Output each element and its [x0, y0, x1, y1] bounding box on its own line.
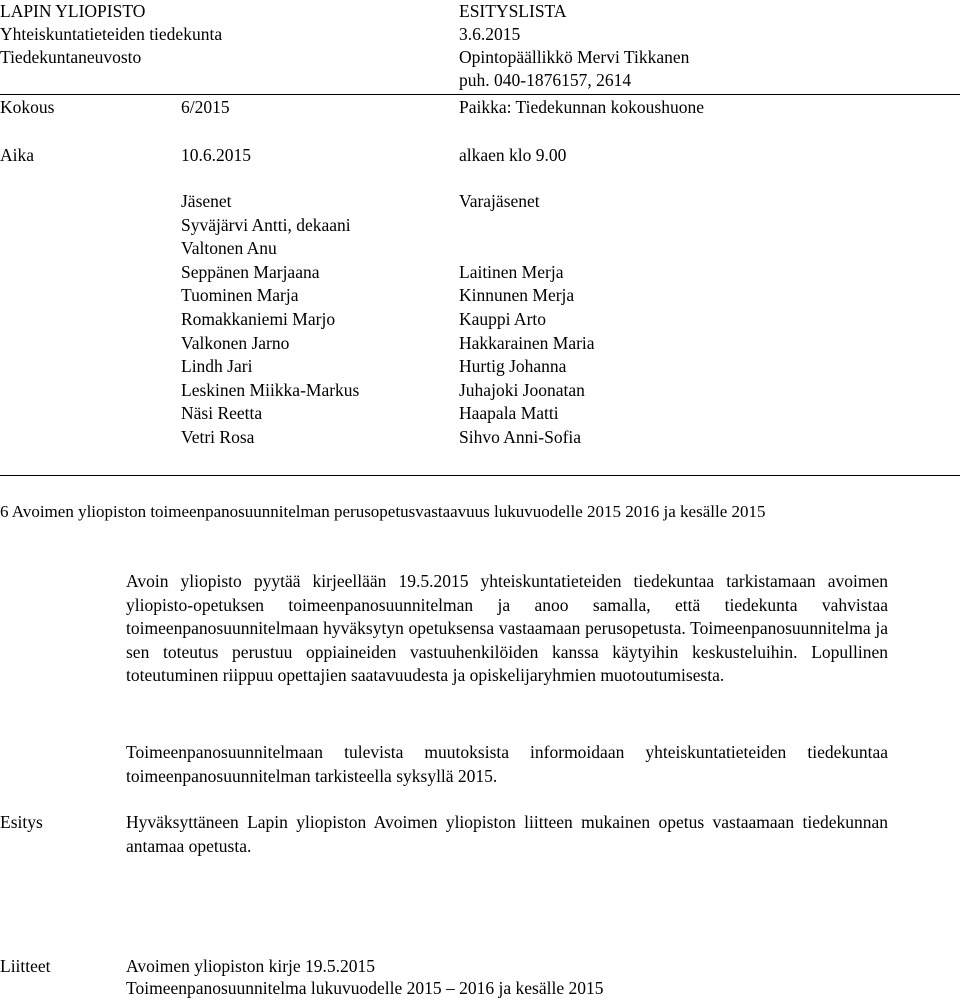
council-name: Tiedekuntaneuvosto [0, 47, 142, 67]
attachment-item[interactable]: Toimeenpanosuunnitelma lukuvuodelle 2015 – 2016 ja kesälle 2015 [126, 978, 604, 998]
member-name: Lindh Jari [181, 356, 253, 377]
member-name: Valkonen Jarno [181, 332, 290, 353]
deputy-name: Juhajoki Joonatan [459, 379, 585, 400]
proposal-label: Esitys [0, 812, 43, 832]
member-name: Valtonen Anu [181, 238, 277, 259]
body-paragraph: Avoin yliopisto pyytää kirjeellään 19.5.2015 yhteiskuntatieteiden tiedekuntaa tarkistamaan avoimen yliopisto-opetuksen toimeenpanosuunnitelman ja anoo samalla, että tiedekunta vahvistaa toimeenpanosuunnitelmaan hyväksytyn opetuksensa vastaamaan perusopetusta. Toimeenpanosuunnitelma ja sen toteutus perustuu oppiaineiden vastuuhenkilöiden kanssa käytyihin keskusteluihin. Lopullinen toteutuminen riippuu opettajien saatavuudesta ja opiskelijaryhmien muotoutumisesta. [126, 571, 888, 685]
university-name: LAPIN YLIOPISTO [0, 1, 146, 21]
member-name: Näsi Reetta [181, 403, 263, 424]
agenda-item-title: 6 Avoimen yliopiston toimeenpanosuunnitelman perusopetusvastaavuus lukuvuodelle 2015 2016 ja kesälle 2015 [0, 502, 766, 521]
contact-phone: puh. 040-1876157, 2614 [459, 70, 632, 90]
header-divider [0, 94, 960, 95]
deputy-name: Sihvo Anni-Sofia [459, 426, 582, 447]
deputy-name: Hakkarainen Maria [459, 332, 595, 353]
member-name: Romakkaniemi Marjo [181, 308, 336, 329]
attachment-item[interactable]: Avoimen yliopiston kirje 19.5.2015 [126, 956, 376, 976]
deputy-name: Haapala Matti [459, 403, 559, 424]
member-name: Leskinen Miikka-Markus [181, 379, 360, 400]
attachments-label: Liitteet [0, 956, 51, 976]
deputies-heading: Varajäsenet [459, 191, 540, 211]
member-name: Vetri Rosa [181, 426, 255, 447]
members-divider [0, 475, 960, 476]
deputy-name: Laitinen Merja [459, 261, 564, 282]
deputy-name: Kauppi Arto [459, 308, 547, 329]
deputy-name: Kinnunen Merja [459, 285, 575, 306]
members-column [181, 190, 359, 450]
members-heading: Jäsenet [181, 191, 232, 211]
meeting-number: 6/2015 [181, 97, 230, 117]
deputies-column [459, 190, 595, 450]
proposal-text: Hyväksyttäneen Lapin yliopiston Avoimen yliopiston liitteen mukainen opetus vastaamaan tiedekunnan antamaa opetusta. [126, 812, 888, 856]
meeting-place: Paikka: Tiedekunnan kokoushuone [459, 97, 704, 117]
meeting-date: 10.6.2015 [181, 145, 251, 165]
meeting-start: alkaen klo 9.00 [459, 145, 567, 165]
member-name: Tuominen Marja [181, 285, 299, 306]
member-name: Seppänen Marjaana [181, 261, 320, 282]
member-name: Syväjärvi Antti, dekaani [181, 214, 351, 235]
faculty-name: Yhteiskuntatieteiden tiedekunta [0, 24, 223, 44]
document-type: ESITYSLISTA [459, 1, 567, 21]
body-paragraph: Toimeenpanosuunnitelmaan tulevista muutoksista informoidaan yhteiskuntatieteiden tiedekuntaa toimeenpanosuunnitelman tarkisteella syksyllä 2015. [126, 742, 888, 786]
deputy-name: Hurtig Johanna [459, 356, 567, 377]
document-date: 3.6.2015 [459, 24, 521, 44]
meeting-label: Kokous [0, 97, 55, 117]
contact-person: Opintopäällikkö Mervi Tikkanen [459, 47, 690, 67]
time-label: Aika [0, 145, 35, 165]
